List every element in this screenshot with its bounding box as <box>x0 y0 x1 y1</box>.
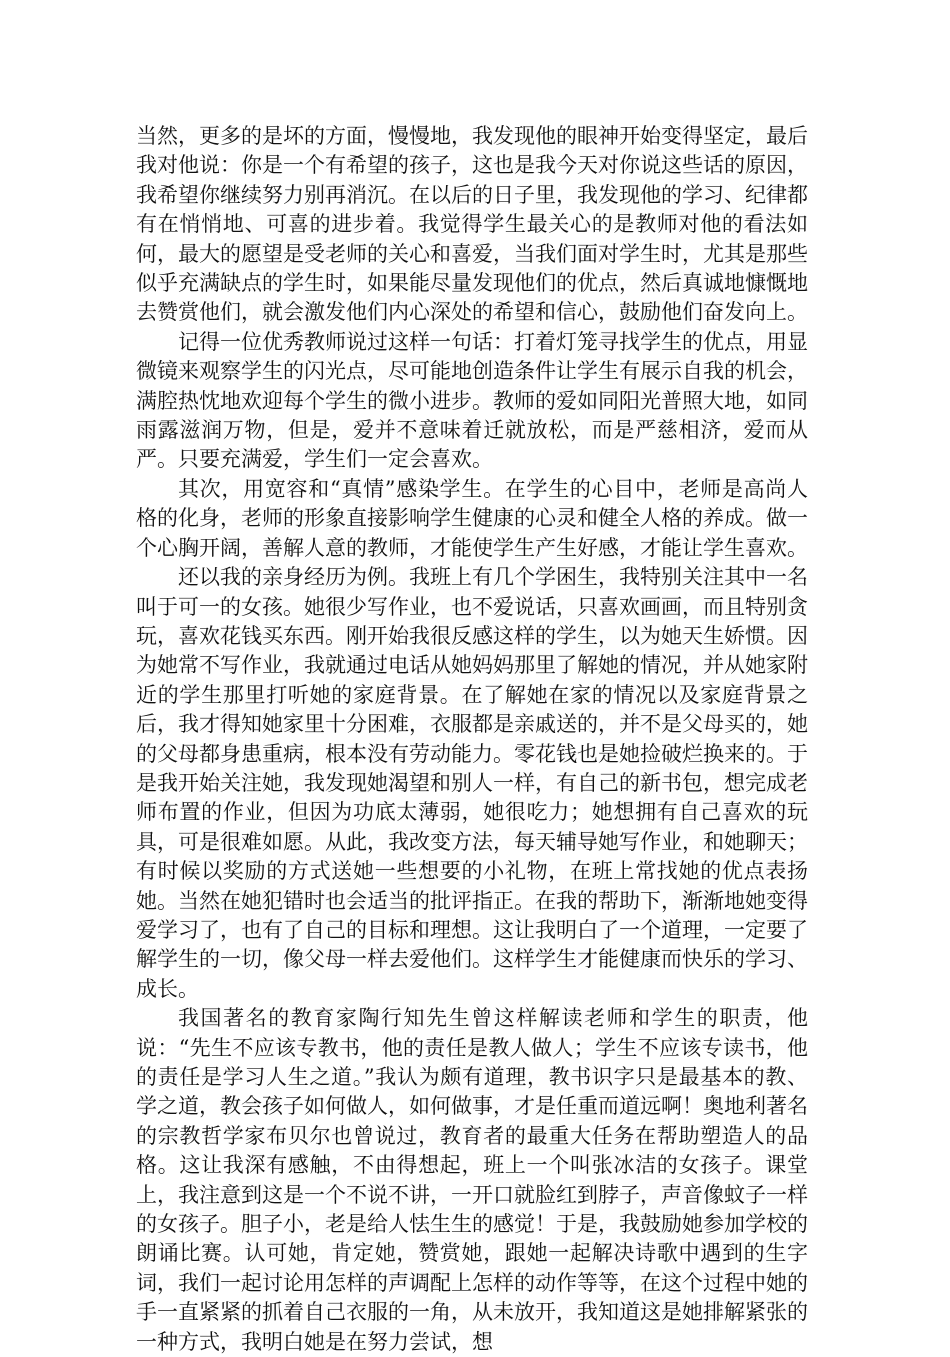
paragraph-5: 我国著名的教育家陶行知先生曾这样解读老师和学生的职责，他说：“先生不应该专教书，他的责任是教人做人；学生不应该专读书，他的责任是学习人生之道。”我认为颇有道理，教书识字只是最基本的教、学之道，教会孩子如何做人，如何做事，才是任重而道远啊！奥地利著名的宗教哲学家布贝尔也曾说过，教育者的最重大任务在帮助塑造人的品格。这让我深有感触，不由得想起，班上一个叫张冰洁的女孩子。课堂上，我注意到这是一个不说不讲，一开口就脸红到脖子，声音像蚊子一样的女孩子。胆子小，老是给人怯生生的感觉！于是，我鼓励她参加学校的朗诵比赛。认可她，肯定她，赞赏她，跟她一起解决诗歌中遇到的生字词，我们一起讨论用怎样的声调配上怎样的动作等等，在这个过程中她的手一直紧紧的抓着自己衣服的一角，从未放开，我知道这是她排解紧张的一种方式，我明白她是在努力尝试，想 <box>136 1006 808 1354</box>
paragraph-2: 记得一位优秀教师说过这样一句话：打着灯笼寻找学生的优点，用显微镜来观察学生的闪光点，尽可能地创造条件让学生有展示自我的机会，满腔热忱地欢迎每个学生的微小进步。教师的爱如同阳光普照大地，如同雨露滋润万物，但是，爱并不意味着迁就放松，而是严慈相济，爱而从严。只要充满爱，学生们一定会喜欢。 <box>136 329 808 472</box>
paragraph-4: 还以我的亲身经历为例。我班上有几个学困生，我特别关注其中一名叫于可一的女孩。她很少写作业，也不爱说话，只喜欢画画，而且特别贪玩，喜欢花钱买东西。刚开始我很反感这样的学生，以为她天生娇惯。因为她常不写作业，我就通过电话从她妈妈那里了解她的情况，并从她家附近的学生那里打听她的家庭背景。在了解她在家的情况以及家庭背景之后，我才得知她家里十分困难，衣服都是亲戚送的，并不是父母买的，她的父母都身患重病，根本没有劳动能力。零花钱也是她捡破烂换来的。于是我开始关注她，我发现她渴望和别人一样，有自己的新书包，想完成老师布置的作业，但因为功底太薄弱，她很吃力；她想拥有自己喜欢的玩具，可是很难如愿。从此，我改变方法，每天辅导她写作业，和她聊天；有时候以奖励的方式送她一些想要的小礼物，在班上常找她的优点表扬她。当然在她犯错时也会适当的批评指正。在我的帮助下，渐渐地她变得爱学习了，也有了自己的目标和理想。这让我明白了一个道理，一定要了解学生的一切，像父母一样去爱他们。这样学生才能健康而快乐的学习、成长。 <box>136 565 808 1001</box>
paragraph-1: 当然，更多的是坏的方面，慢慢地，我发现他的眼神开始变得坚定，最后我对他说：你是一个有希望的孩子，这也是我今天对你说这些话的原因，我希望你继续努力别再消沉。在以后的日子里，我发现他的学习、纪律都有在悄悄地、可喜的进步着。我觉得学生最关心的是教师对他的看法如何，最大的愿望是受老师的关心和喜爱，当我们面对学生时，尤其是那些似乎充满缺点的学生时，如果能尽量发现他们的优点，然后真诚地慷慨地去赞赏他们，就会激发他们内心深处的希望和信心，鼓励他们奋发向上。 <box>136 124 808 325</box>
document-body <box>136 122 808 1357</box>
paragraph-3: 其次，用宽容和“真情”感染学生。在学生的心目中，老师是高尚人格的化身，老师的形象直接影响学生健康的心灵和健全人格的养成。做一个心胸开阔，善解人意的教师，才能使学生产生好感，才能让学生喜欢。 <box>136 476 808 560</box>
